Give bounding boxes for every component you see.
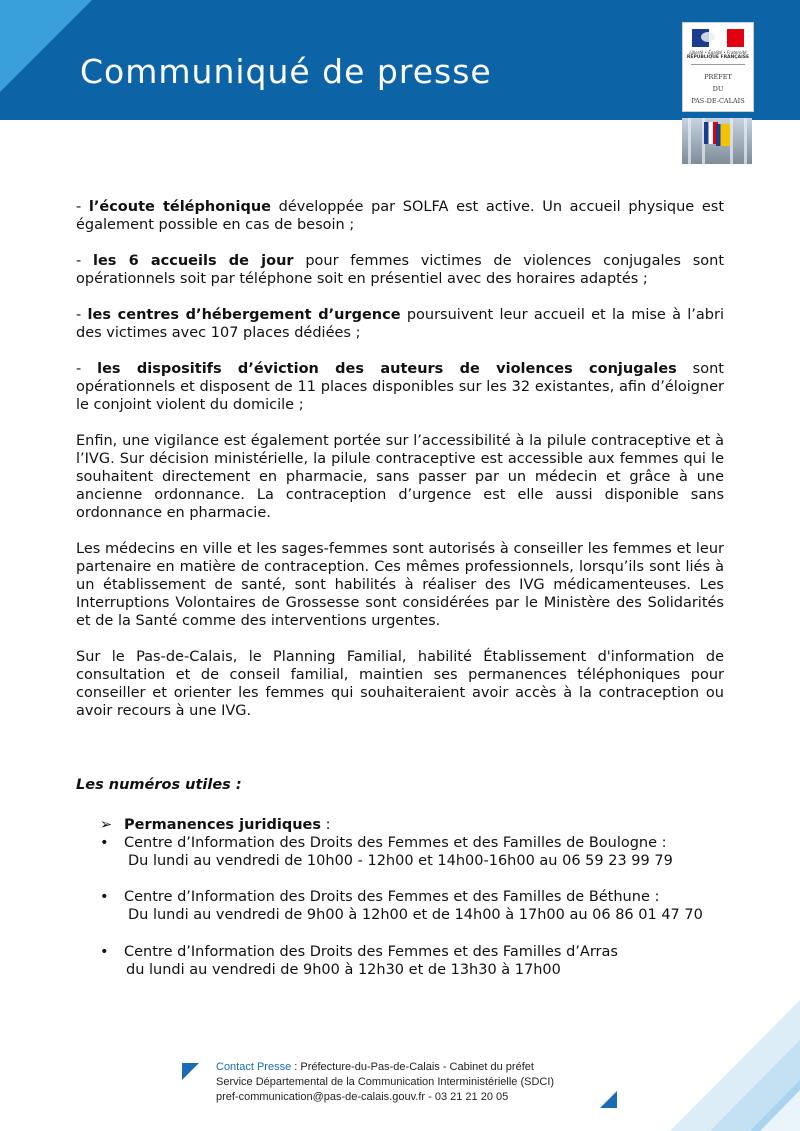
republic-name: RÉPUBLIQUE FRANÇAISE xyxy=(686,55,750,60)
center-hours: du lundi au vendredi de 9h00 à 12h30 et de 13h30 à 17h00 xyxy=(126,962,561,978)
footer-line-2: Service Départemental de la Communication Interministérielle (SDCI) xyxy=(216,1076,555,1088)
dash: - xyxy=(76,253,93,269)
paragraph-text: Enfin, une vigilance est également portée sur l’accessibilité à la pilule contraceptive et à l’IVG. Sur décision ministérielle, la pilule contraceptive est accessible aux femmes qui le souhaitent directement en pharmacie, sans passer par un médecin et grâce à une ancienne ordonnance. La contraception d’urgence est elle aussi disponible sans ordonnance en pharmacie. xyxy=(76,433,724,521)
footer-triangle-right xyxy=(600,1091,617,1108)
bullet-icon: • xyxy=(100,944,109,960)
prefet-line-2: DU xyxy=(712,85,724,93)
useful-numbers-heading: Les numéros utiles : xyxy=(76,777,242,793)
marianne-icon xyxy=(701,32,715,42)
header-band xyxy=(0,0,800,120)
logo-divider xyxy=(691,64,745,65)
prefecture-logo xyxy=(682,22,754,112)
paragraph-text: Sur le Pas-de-Calais, le Planning Familial, habilité Établissement d'information de consultation et de conseil familial, maintien ses permanences téléphoniques pour conseiller et orienter les femmes qui souhaiteraient avoir accès à la contraception ou avoir recours à une IVG. xyxy=(76,649,724,719)
contact-org: : Préfecture-du-Pas-de-Calais - Cabinet du préfet xyxy=(291,1061,534,1073)
paragraph-eviction xyxy=(76,360,724,414)
paragraph-planning-familial xyxy=(76,648,724,720)
header-accent-triangle xyxy=(0,0,92,92)
paragraph-ecoute xyxy=(76,198,724,234)
center-hours: Du lundi au vendredi de 10h00 - 12h00 et 14h00-16h00 au 06 59 23 99 79 xyxy=(128,853,673,869)
bold-phrase: l’écoute téléphonique xyxy=(88,199,272,215)
dash: - xyxy=(76,361,98,377)
bullet-icon: • xyxy=(100,889,109,905)
paragraph-text: développée par SOLFA est active. Un accueil physique est également possible en cas de besoin ; xyxy=(76,199,724,233)
footer-line-3: pref-communication@pas-de-calais.gouv.fr - 03 21 21 20 05 xyxy=(216,1091,509,1103)
permanences-heading xyxy=(100,816,331,834)
dash: - xyxy=(76,307,88,323)
paragraph-text: pour femmes victimes de violences conjugales sont opérationnels soit par téléphone soit en présentiel avec des horaires adaptés ; xyxy=(76,253,725,287)
page-title: Communiqué de presse xyxy=(80,52,492,91)
republic-motto: Liberté • Égalité • Fraternité xyxy=(689,50,747,55)
decorative-corner xyxy=(560,960,800,1131)
french-flag-icon xyxy=(692,29,744,47)
footer-triangle-left xyxy=(182,1063,199,1080)
center-name: Centre d’Information des Droits des Femmes et des Familles de Boulogne : xyxy=(124,835,667,851)
paragraph-text: sont opérationnels et disposent de 11 places disponibles sur les 32 existantes, afin d’éloigner le conjoint violent du domicile ; xyxy=(76,361,724,413)
bold-phrase: les dispositifs d’éviction des auteurs de violences conjugales xyxy=(97,361,677,377)
bullet-icon: • xyxy=(100,835,109,851)
bold-phrase: les 6 accueils de jour xyxy=(92,253,294,269)
footer-line-1 xyxy=(216,1060,554,1075)
paragraph-text: Les médecins en ville et les sages-femmes sont autorisés à conseiller les femmes et leur partenaire en matière de contraception. Ces mêmes professionnels, lorsqu’ils sont liés à un établissement de santé, sont habilités à réaliser des IVG médicamenteuses. Les Interruptions Volontaires de Grossesse sont considérées par le Ministère des Solidarités et de la Santé comme des interventions urgentes. xyxy=(76,541,724,629)
center-hours: Du lundi au vendredi de 9h00 à 12h00 et de 14h00 à 17h00 au 06 86 01 47 70 xyxy=(128,907,703,923)
bold-phrase: les centres d’hébergement d’urgence xyxy=(87,307,401,323)
paragraph-text: poursuivent leur accueil et la mise à l’abri des victimes avec 107 places dédiées ; xyxy=(76,307,724,341)
paragraph-hebergement xyxy=(76,306,724,342)
center-name: Centre d’Information des Droits des Femmes et des Familles de Béthune : xyxy=(124,889,660,905)
dash: - xyxy=(76,199,89,215)
contact-label: Contact Presse xyxy=(216,1061,292,1073)
center-name: Centre d’Information des Droits des Femmes et des Familles d’Arras xyxy=(124,944,618,960)
prefet-line-3: PAS-DE-CALAIS xyxy=(691,97,745,105)
paragraph-medecins xyxy=(76,540,724,630)
prefecture-building-photo xyxy=(682,118,752,164)
paragraph-accueils xyxy=(76,252,724,288)
footer-contact xyxy=(216,1060,554,1105)
arrow-bullet-icon: ➢ xyxy=(100,817,113,833)
permanences-label: Permanences juridiques xyxy=(124,817,322,833)
paragraph-contraception xyxy=(76,432,724,522)
permanences-suffix: : xyxy=(321,817,331,833)
press-release-body xyxy=(76,198,724,812)
prefet-line-1: PRÉFET xyxy=(704,73,732,81)
